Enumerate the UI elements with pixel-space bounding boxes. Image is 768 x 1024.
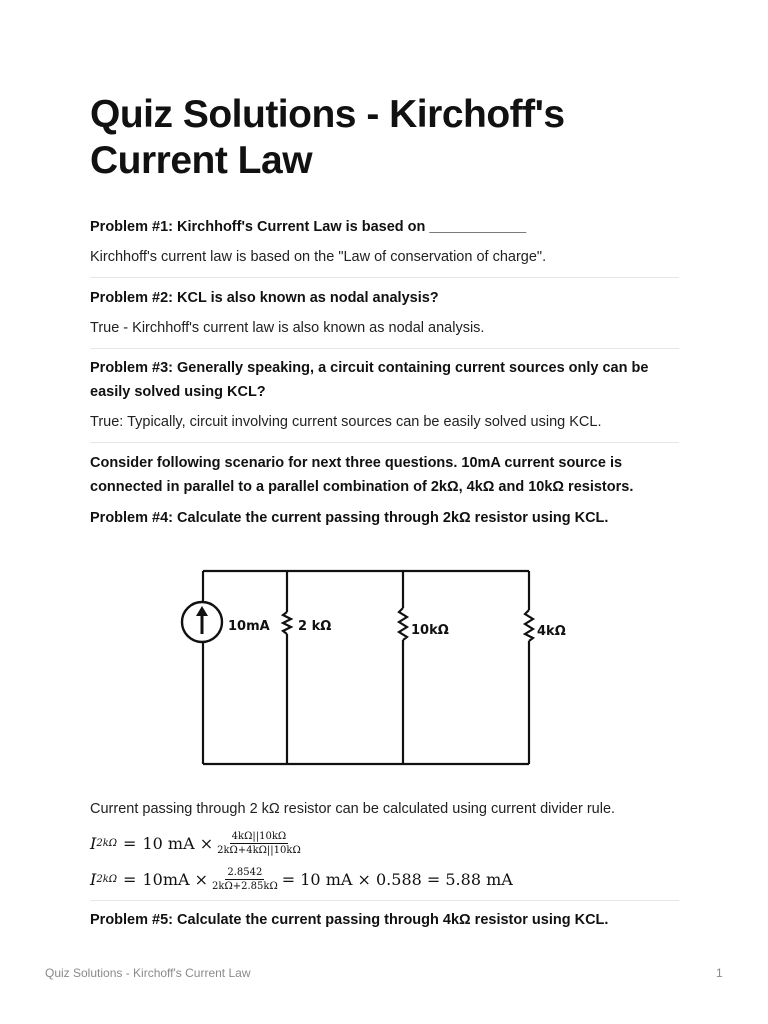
- formula-1-lhs-sub: 2kΩ: [96, 837, 118, 849]
- resistor-10k: [399, 608, 407, 640]
- scenario-text: Consider following scenario for next three questions. 10mA current source is connected in parallel to a parallel combination of 2kΩ, 4kΩ and 10kΩ resistors.: [90, 455, 634, 495]
- formula-1-denominator: 2kΩ+4kΩ||10kΩ: [217, 844, 301, 856]
- page-number: 1: [716, 966, 723, 980]
- resistor-2k-label: 2 kΩ: [298, 619, 332, 634]
- formula-2-fraction: [210, 866, 280, 893]
- page-title: Quiz Solutions - Kirchoff's Current Law: [90, 93, 565, 182]
- resistor-4k-label: 4kΩ: [537, 624, 566, 639]
- footer-title: Quiz Solutions - Kirchoff's Current Law: [45, 966, 251, 980]
- divider: [90, 442, 679, 443]
- problem-2-question: Problem #2: KCL is also known as nodal analysis?: [90, 290, 439, 306]
- formula-2-factor: 10mA ×: [142, 869, 209, 889]
- divider: [90, 348, 679, 349]
- formula-1-numerator: 4kΩ||10kΩ: [231, 830, 287, 842]
- divider: [90, 277, 679, 278]
- problem-3-question: Problem #3: Generally speaking, a circuit containing current sources only can be easily solved using KCL?: [90, 360, 649, 400]
- problem-1-question: Problem #1: Kirchhoff's Current Law is based on ____________: [90, 219, 527, 235]
- resistor-10k-label: 10kΩ: [411, 623, 449, 638]
- problem-2-answer: True - Kirchhoff's current law is also known as nodal analysis.: [90, 320, 485, 336]
- problem-5-question: Problem #5: Calculate the current passing through 4kΩ resistor using KCL.: [90, 912, 609, 928]
- formula-2-lhs: I: [90, 869, 97, 889]
- formula-2-numerator: 2.8542: [227, 866, 263, 878]
- formula-1-lhs: I: [90, 833, 97, 853]
- source-label: 10mA: [228, 619, 270, 634]
- resistor-2k: [283, 612, 291, 634]
- formula-2-result: = 10 mA × 0.588 = 5.88 mA: [281, 869, 513, 889]
- formula-1-fraction: [215, 830, 303, 857]
- current-source-icon: [182, 602, 222, 642]
- formula-1-factor: 10 mA ×: [142, 833, 214, 853]
- divider: [90, 900, 679, 901]
- problem-3-answer: True: Typically, circuit involving current sources can be easily solved using KCL.: [90, 414, 602, 430]
- formula-2: [90, 864, 513, 894]
- formula-2-lhs-sub: 2kΩ: [96, 873, 118, 885]
- resistor-4k: [525, 610, 533, 641]
- formula-1: [90, 828, 305, 858]
- problem-4-question: Problem #4: Calculate the current passing through 2kΩ resistor using KCL.: [90, 510, 609, 526]
- formula-2-eq: =: [123, 869, 137, 889]
- explanation-text: Current passing through 2 kΩ resistor can be calculated using current divider rule.: [90, 801, 616, 817]
- formula-1-eq: =: [123, 833, 137, 853]
- formula-2-denominator: 2kΩ+2.85kΩ: [212, 880, 278, 892]
- problem-1-answer: Kirchhoff's current law is based on the "Law of conservation of charge".: [90, 249, 547, 265]
